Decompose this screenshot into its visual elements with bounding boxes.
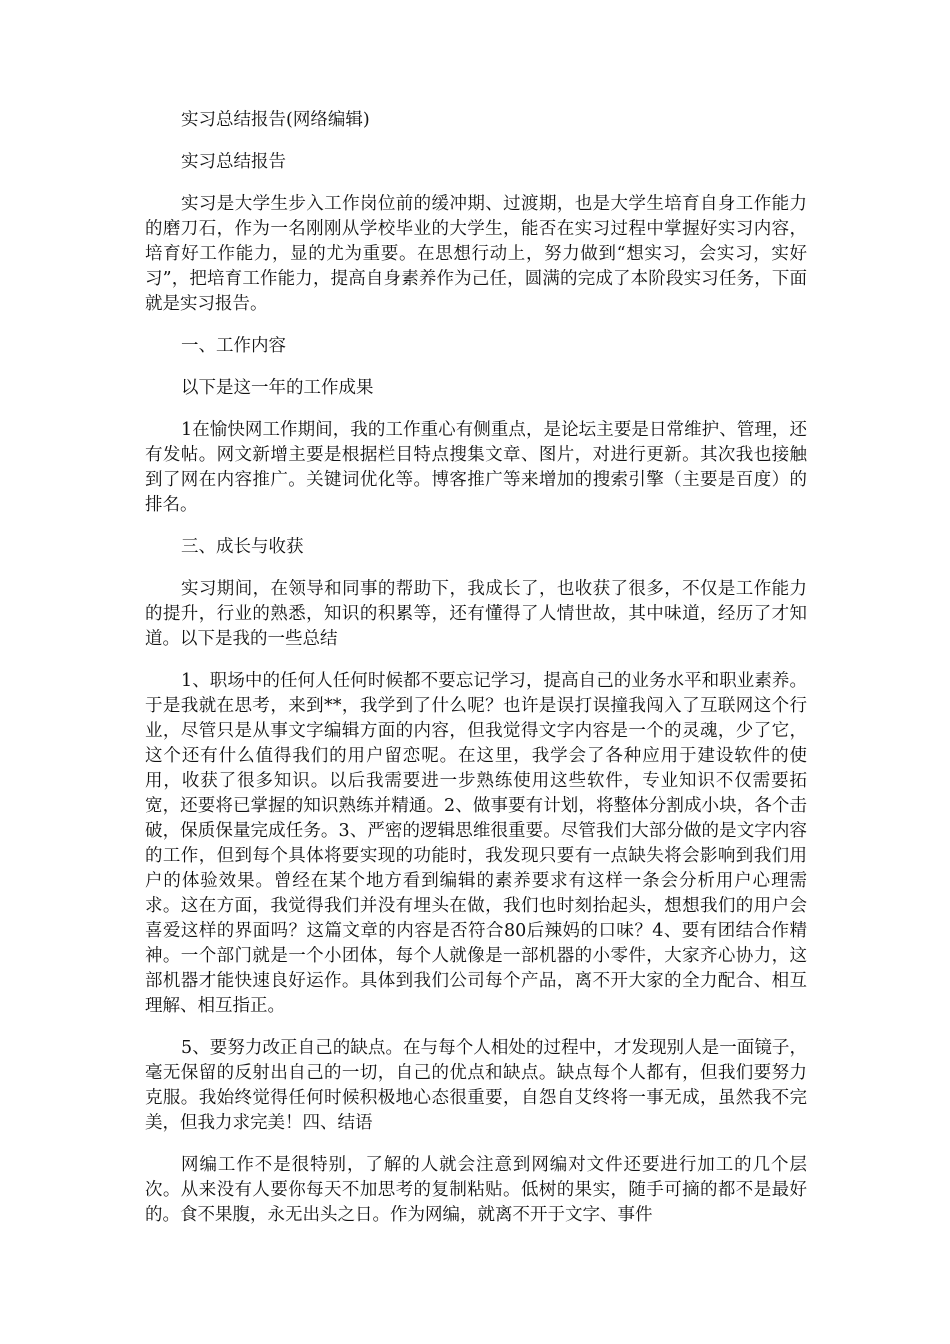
paragraph-intro: 实习是大学生步入工作岗位前的缓冲期、过渡期，也是大学生培育自身工作能力的磨刀石，作为一名刚刚从学校毕业的大学生，能否在实习过程中掌握好实习内容，培育好工作能力，显的尤为重要。在思想行动上，努力做到“想实习，会实习，实好习”，把培育工作能力，提高自身素养作为己任，圆满的完成了本阶段实习任务，下面就是实习报告。 <box>145 194 807 314</box>
section-heading-growth: 三、成长与收获 <box>181 537 304 557</box>
section-heading-work-content: 一、工作内容 <box>181 336 286 356</box>
paragraph-summary-points: 1、职场中的任何人任何时候都不要忘记学习，提高自己的业务水平和职业素养。于是我就在思考，来到**，我学到了什么呢？也许是误打误撞我闯入了互联网这个行业，尽管只是从事文字编辑方面的内容，但我觉得文字内容是一个的灵魂，少了它，这个还有什么值得我们的用户留恋呢。在这里，我学会了各种应用于建设软件的使用，收获了很多知识。以后我需要进一步熟练使用这些软件，专业知识不仅需要拓宽，还要将已掌握的知识熟练并精通。2、做事要有计划，将整体分割成小块，各个击破，保质保量完成任务。3、严密的逻辑思维很重要。尽管我们大部分做的是文字内容的工作，但到每个具体将要实现的功能时，我发现只要有一点缺失将会影响到我们用户的体验效果。曾经在某个地方看到编辑的素养要求有这样一条会分析用户心理需求。这在方面，我觉得我们并没有埋头在做，我们也时刻抬起头，想想我们的用户会喜爱这样的界面吗？这篇文章的内容是否符合80后辣妈的口味？4、要有团结合作精神。一个部门就是一个小团体，每个人就像是一部机器的小零件，大家齐心协力，这部机器才能快速良好运作。具体到我们公司每个产品，离不开大家的全力配合、相互理解、相互指正。 <box>145 671 807 1016</box>
paragraph-work-details: 1在愉快网工作期间，我的工作重心有侧重点，是论坛主要是日常维护、管理，还有发帖。网文新增主要是根据栏目特点搜集文章、图片，对进行更新。其次我也接触到了网在内容推广。关键词优化等。博客推广等来增加的搜索引擎（主要是百度）的排名。 <box>145 420 807 515</box>
paragraph-improve-shortcomings: 5、要努力改正自己的缺点。在与每个人相处的过程中，才发现别人是一面镜子，毫无保留的反射出自己的一切，自己的优点和缺点。缺点每个人都有，但我们要努力克服。我始终觉得任何时候积极地心态很重要，自怨自艾终将一事无成，虽然我不完美，但我力求完美！四、结语 <box>145 1038 807 1133</box>
paragraph-conclusion: 网编工作不是很特别，了解的人就会注意到网编对文件还要进行加工的几个层次。从来没有人要你每天不加思考的复制粘贴。低树的果实，随手可摘的都不是最好的。食不果腹，永无出头之日。作为网编，就离不开于文字、事件 <box>145 1155 807 1225</box>
document-page <box>145 108 807 1245</box>
document-subtitle: 实习总结报告 <box>181 152 286 172</box>
paragraph-growth-intro: 实习期间，在领导和同事的帮助下，我成长了，也收获了很多，不仅是工作能力的提升，行业的熟悉，知识的积累等，还有懂得了人情世故，其中味道，经历了才知道。以下是我的一些总结 <box>145 579 807 649</box>
document-title: 实习总结报告(网络编辑) <box>181 110 370 130</box>
paragraph-results-intro: 以下是这一年的工作成果 <box>181 378 374 398</box>
